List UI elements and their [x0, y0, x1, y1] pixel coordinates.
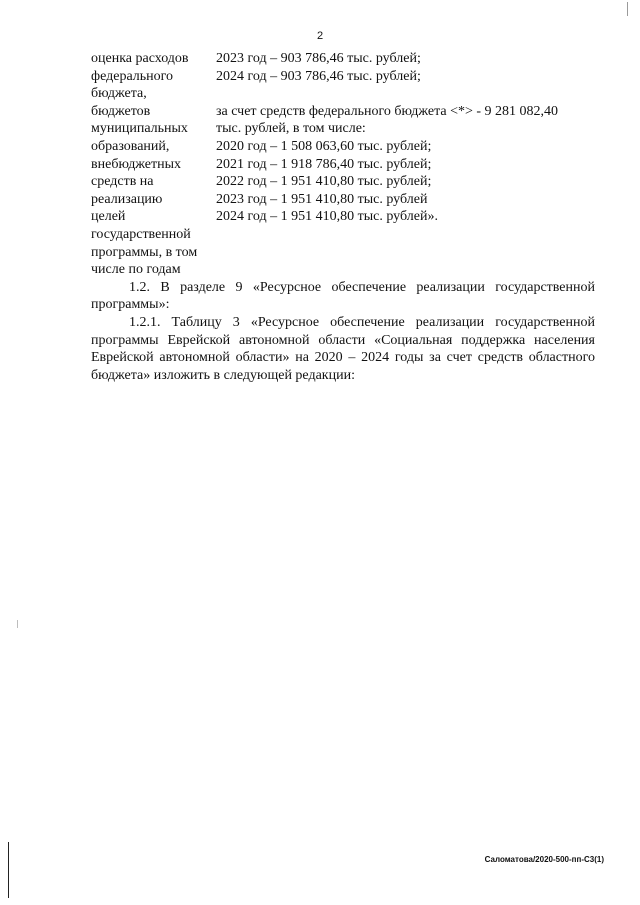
passport-label-column [91, 50, 216, 279]
label-line: средств на [91, 174, 154, 190]
label-line: внебюджетных [91, 156, 182, 172]
value-line: 2024 год – 903 786,46 тыс. рублей; [216, 68, 421, 84]
value-line: 2021 год – 1 918 786,40 тыс. рублей; [216, 156, 432, 172]
label-line: образований, [91, 138, 170, 154]
label-line: реализацию [91, 191, 163, 207]
label-line: федерального [91, 68, 174, 84]
scan-dot [17, 620, 18, 628]
passport-value-column [216, 50, 595, 279]
value-line: 2024 год – 1 951 410,80 тыс. рублей». [216, 209, 438, 225]
label-line: целей [91, 209, 126, 225]
label-line: государственной [91, 226, 191, 242]
passport-table [91, 50, 595, 279]
footer-document-code: Саломатова/2020-500-пп-С3(1) [484, 855, 604, 864]
scan-mark-left [8, 842, 9, 898]
value-line: тыс. рублей, в том числе: [216, 121, 366, 137]
value-line: 2022 год – 1 951 410,80 тыс. рублей; [216, 174, 432, 190]
label-line: программы, в том [91, 244, 198, 260]
label-line: бюджетов [91, 103, 151, 119]
paragraph-1-2-1: 1.2.1. Таблицу 3 «Ресурсное обеспечение реализации государственной программы Еврейской автономной области «Социальная поддержка населения Еврейской автономной области» на 2020 – 2024 годы за счет средств областного бюджета» изложить в следующей редакции: [91, 314, 595, 383]
value-line: 2023 год – 903 786,46 тыс. рублей; [216, 51, 421, 66]
document-body [91, 50, 595, 384]
label-line: бюджета, [91, 86, 147, 102]
label-line: оценка расходов [91, 51, 189, 66]
value-line: за счет средств федерального бюджета <*> - 9 281 082,40 [216, 103, 559, 119]
scan-mark-right [627, 2, 628, 16]
blank-line [216, 85, 595, 103]
value-line: 2020 год – 1 508 063,60 тыс. рублей; [216, 138, 432, 154]
paragraph-1-2: 1.2. В разделе 9 «Ресурсное обеспечение реализации государственной программы»: [91, 279, 595, 313]
value-line: 2023 год – 1 951 410,80 тыс. рублей [216, 191, 428, 207]
label-line: муниципальных [91, 121, 188, 137]
page-number: 2 [316, 30, 324, 42]
label-line: числе по годам [91, 262, 181, 278]
